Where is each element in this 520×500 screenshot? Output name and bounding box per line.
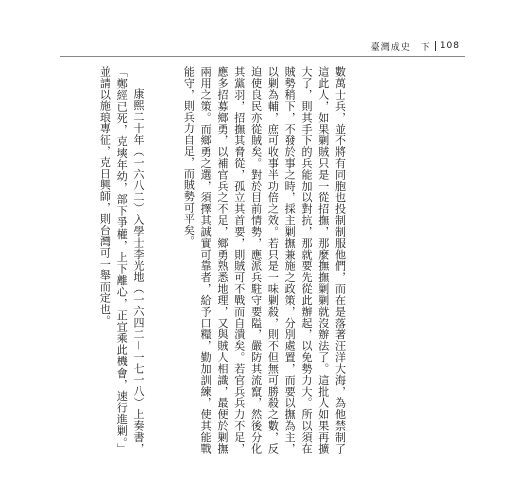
page-number: 108 [439, 41, 460, 51]
header-separator [435, 41, 436, 51]
header-rule [60, 56, 465, 57]
paragraph-1: 數萬士兵，並不將有同胞也投制制服他們，而在是落著汪洋大海，為他禁制了這此人，如果剿賊只是一從招撫，那麼撫撫剿剿就沒辦法了。這批人如果再擴大了，則其手下的兵能加以對抗，那就要先從此辦起，以免勢力大。所以須在賊勢稍下，不發於事之時，採主剿撫兼施之政策，分別處置，而要以撫為主，以剿為輔，庶可收事半功倍之效。若只是一味剿殺，則不但無可勝殺之數，反迫使良民亦從賊矣。對於目前情勢，應派兵駐守要隘，嚴防其流竄，然後分化其黨羽，招撫其脅從，孤立其首要，則賊可不戰而自潰矣。若官兵兵力不足，應多招募鄉勇，以補官兵之不足，鄉勇熟悉地理，又與賊人相識，最便於剿撫兩用之策。而鄉勇之選，須擇其誠實可靠者，給予口糧，勤加訓練，使其能戰能守，則兵力自足，而賊勢可平矣。 [182, 66, 347, 454]
vertical-text-column [62, 66, 381, 454]
page-body [62, 66, 464, 454]
book-title: 臺灣成史 下 [370, 42, 431, 53]
running-header [340, 38, 460, 54]
paragraph-2: 康熙二十年（一六八二）入學士李光地（一六四二－一七一八）上奏書，「鄭經已死，克塽年幼，部下爭權，上下離心，正宜乘此機會，速行進剿。」並請以施琅專征，克日興師，則台灣可一舉而定也。 [98, 66, 145, 454]
